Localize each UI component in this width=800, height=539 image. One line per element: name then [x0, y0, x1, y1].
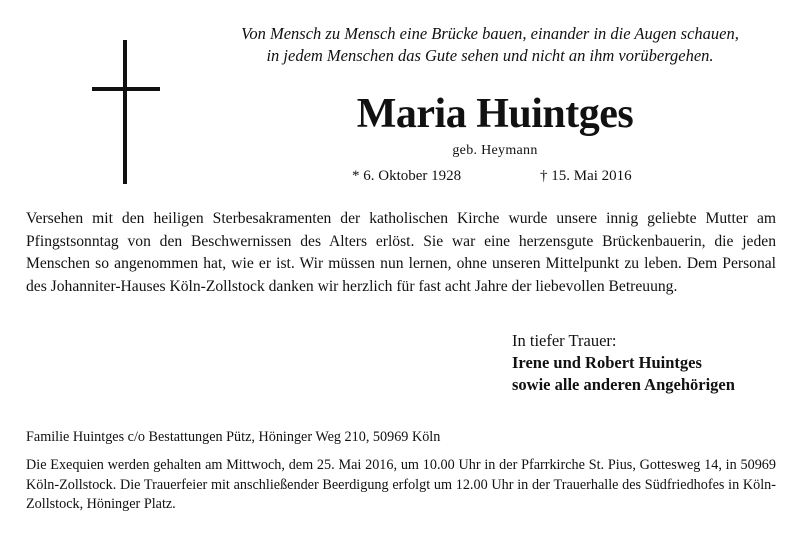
deceased-name: Maria Huintges	[356, 91, 634, 137]
birth-name: geb. Heymann	[452, 143, 538, 158]
cross-horizontal-bar	[92, 87, 160, 91]
signature-intro: In tiefer Trauer:	[512, 331, 617, 350]
motto-line-2: in jedem Menschen das Gute sehen und nicht an ihm vorübergehen.	[266, 46, 714, 65]
family-address: Familie Huintges c/o Bestattungen Pütz, Höninger Weg 210, 50969 Köln	[26, 429, 441, 445]
motto-line-1: Von Mensch zu Mensch eine Brücke bauen, einander in die Augen schauen,	[241, 24, 739, 43]
cross-vertical-bar	[123, 40, 127, 184]
cross-icon	[92, 40, 160, 184]
mourners-signature	[512, 330, 782, 396]
motto-quote	[200, 23, 780, 67]
funeral-info: Die Exequien werden gehalten am Mittwoch, dem 25. Mai 2016, um 10.00 Uhr in der Pfarrkirche St. Pius, Gottesweg 14, in 50969 Köln-Zollstock. Die Trauerfeier mit anschließender Beerdigung erfolgt um 12.00 Uhr in der Trauerhalle des Südfriedhofes in Köln-Zollstock, Höninger Platz.	[26, 457, 776, 512]
signature-names-line-1: Irene und Robert Huintges	[512, 353, 702, 372]
obituary-text: Versehen mit den heiligen Sterbesakramenten der katholischen Kirche wurde unsere innig geliebte Mutter am Pfingstsonntag von den Beschwernissen des Alters erlöst. Sie war eine herzensgute Brückenbauerin, die jeden Menschen so angenommen hat, wie er ist. Wir müssen nun lernen, ohne unseren Mittelpunkt zu leben. Dem Personal des Johanniter-Hauses Köln-Zollstock danken wir herzlich für fast acht Jahre der liebevollen Betreuung.	[26, 210, 776, 295]
signature-names-line-2: sowie alle anderen Angehörigen	[512, 375, 735, 394]
birth-date: * 6. Oktober 1928	[352, 168, 462, 184]
death-date: † 15. Mai 2016	[540, 168, 632, 184]
